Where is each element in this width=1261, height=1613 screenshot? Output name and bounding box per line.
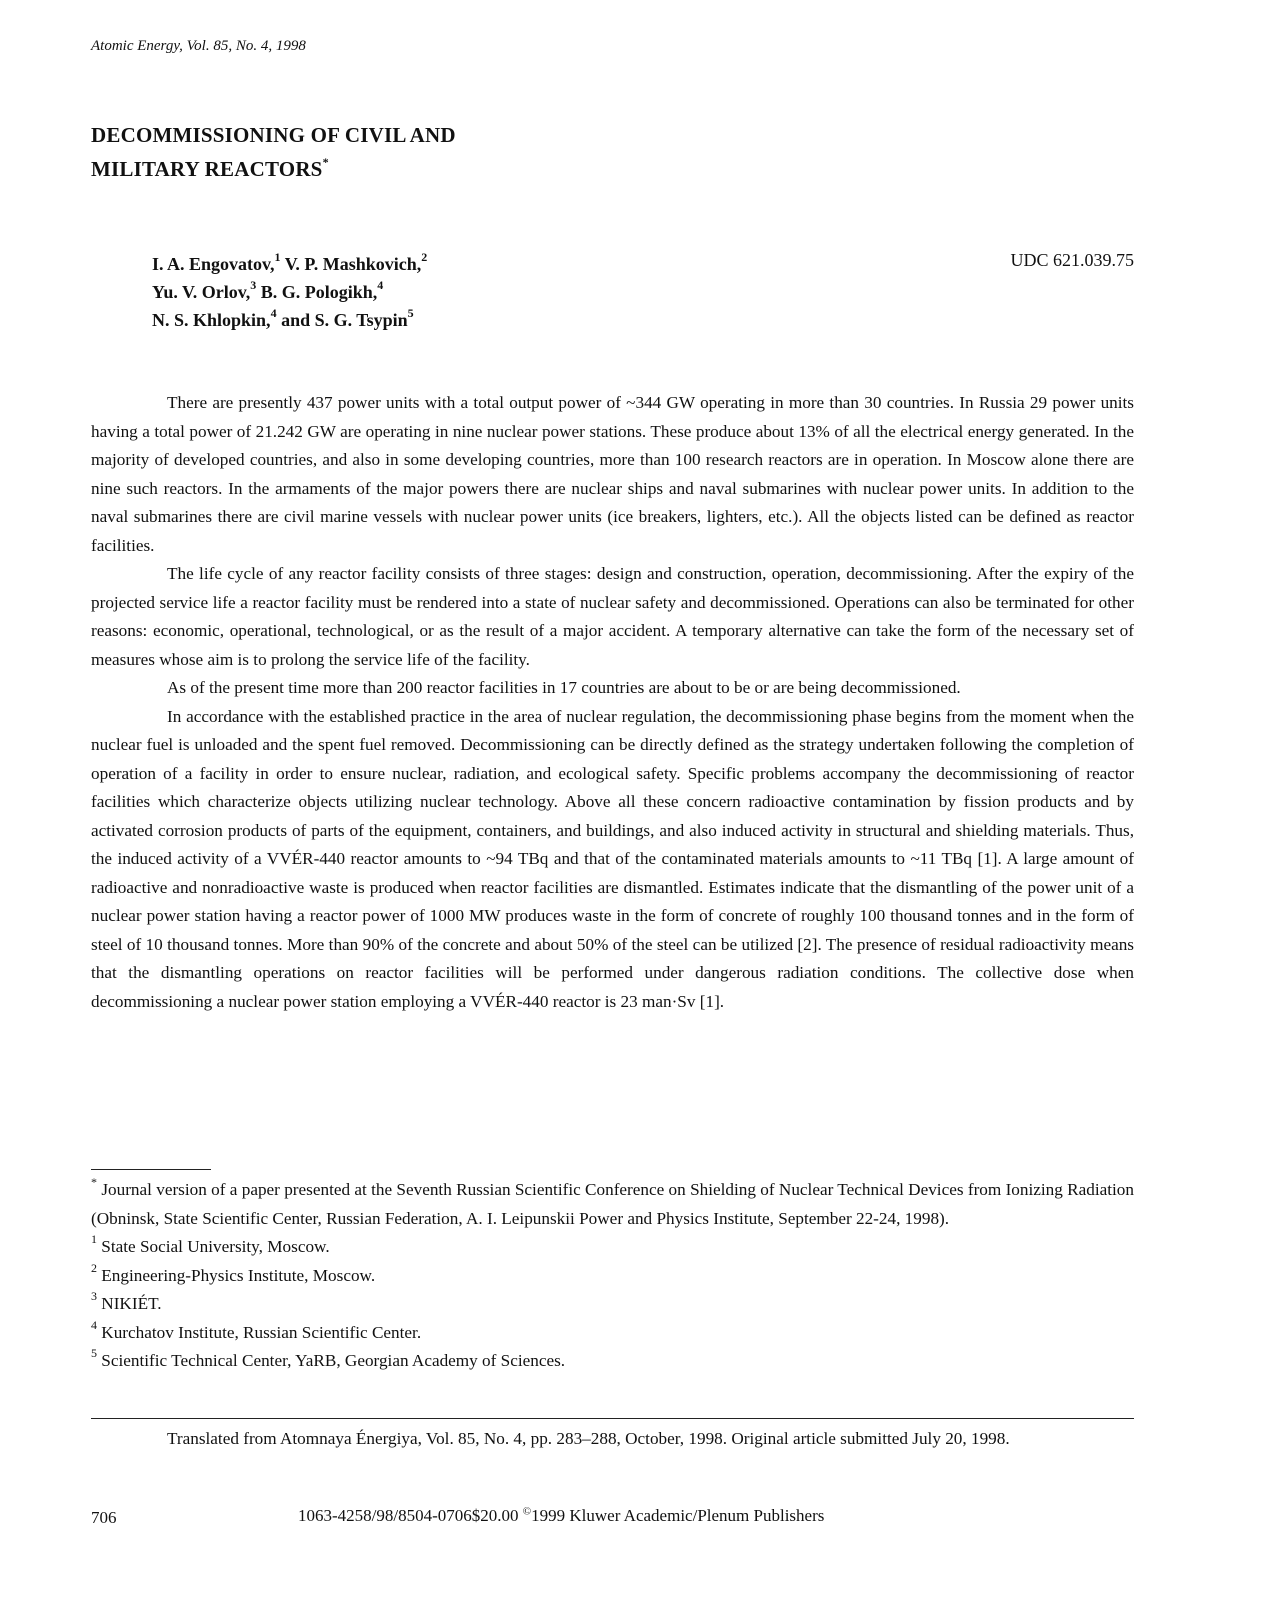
footnote-item [91,1347,1134,1376]
author-affiliation-mark: 5 [407,306,414,320]
publisher-name: 1999 Kluwer Academic/Plenum Publishers [531,1506,825,1525]
author-affiliation-mark: 4 [270,306,277,320]
footnote-item [91,1233,1134,1262]
author-name: I. A. Engovatov, [152,254,275,274]
author-line-2 [152,278,427,306]
translation-divider [91,1418,1134,1419]
author-affiliation-mark: 2 [421,250,428,264]
title-line-1: DECOMMISSIONING OF CIVIL AND [91,123,456,147]
title-line-2-text: MILITARY REACTORS [91,157,323,181]
author-name: B. G. Pologikh, [256,282,378,302]
page-number: 706 [91,1508,117,1527]
footnote-mark: 1 [91,1232,97,1247]
footnotes [91,1176,1134,1376]
author-affiliation-mark: 4 [377,278,384,292]
footnote-text: Kurchatov Institute, Russian Scientific Center. [97,1322,422,1342]
article-body [91,389,1134,1016]
author-list [152,250,427,334]
copyright-line [298,1506,824,1526]
footnote-mark: 5 [91,1346,97,1361]
author-affiliation-mark: 3 [250,278,257,292]
author-name: N. S. Khlopkin, [152,310,271,330]
footnote-mark: 2 [91,1260,97,1275]
footnote-text: NIKIÉT. [97,1294,162,1313]
article-title [91,118,456,186]
author-affiliation-mark: 1 [274,250,281,264]
body-paragraph-2: The life cycle of any reactor facility consists of three stages: design and construction, operation, decommissioning. After the expiry of the projected service life a reactor facility must be rendered into a state of nuclear safety and decommissioned. Operations can also be terminated for other reasons: economic, operational, technological, or as the result of a major accident. A temporary alternative can take the form of the necessary set of measures whose aim is to prolong the service life of the facility. [91,564,1134,669]
footnote-divider [91,1169,211,1170]
footnote-item [91,1262,1134,1291]
footnote-item [91,1176,1134,1233]
author-line-1 [152,250,427,278]
footnote-text: State Social University, Moscow. [97,1237,330,1256]
footnote-mark: 3 [91,1289,97,1304]
journal-header: Atomic Energy, Vol. 85, No. 4, 1998 [91,38,306,54]
issn-code: 1063-4258/98/8504-0706$20.00 [298,1506,523,1525]
title-line-2 [91,152,456,186]
title-footnote-marker: * [322,155,329,169]
footnote-text: Journal version of a paper presented at the Seventh Russian Scientific Conference on Shielding of Nuclear Technical Devices from Ionizing Radiation (Obninsk, State Scientific Center, Russian Federation, A. I. Leipunskii Power and Physics Institute, September 22-24, 1998). [91,1180,1134,1228]
footnote-text: Engineering-Physics Institute, Moscow. [97,1265,376,1285]
author-name: and S. G. Tsypin [276,310,408,330]
footnote-mark: * [91,1175,97,1190]
footnote-item [91,1319,1134,1348]
copyright-symbol: © [522,1505,532,1518]
body-paragraph-4: In accordance with the established practice in the area of nuclear regulation, the decommissioning phase begins from the moment when the nuclear fuel is unloaded and the spent fuel removed. Decommissioning can be directly defined as the strategy undertaken following the completion of operation of a facility in order to ensure nuclear, radiation, and ecological safety. Specific problems accompany the decommissioning of reactor facilities which characterize objects utilizing nuclear technology. Above all these concern radioactive contamination by fission products and by activated corrosion products of parts of the equipment, containers, and buildings, and also induced activity in structural and shielding materials. Thus, the induced activity of a VVÉR-440 reactor amounts to ~94 TBq and that of the contaminated materials amounts to ~11 TBq [1]. A large amount of radioactive and nonradioactive waste is produced when reactor facilities are dismantled. Estimates indicate that the dismantling of the power unit of a nuclear power station having a reactor power of 1000 MW produces waste in the form of concrete of roughly 100 thousand tonnes and in the form of steel of 10 thousand tonnes. More than 90% of the concrete and about 50% of the steel can be utilized [2]. The presence of residual radioactivity means that the dismantling operations on reactor facilities will be performed under dangerous radiation conditions. The collective dose when decommissioning a nuclear power station employing a VVÉR-440 reactor is 23 man·Sv [1]. [91,706,1134,1011]
footnote-mark: 4 [91,1317,97,1332]
footnote-item [91,1290,1134,1319]
body-paragraph-3: As of the present time more than 200 reactor facilities in 17 countries are about to be or are being decommissioned. [167,678,961,697]
translation-note: Translated from Atomnaya Énergiya, Vol. 85, No. 4, pp. 283–288, October, 1998. Original article submitted July 20, 1998. [167,1429,1010,1448]
udc-code: UDC 621.039.75 [1010,250,1134,270]
footnote-text: Scientific Technical Center, YaRB, Georgian Academy of Sciences. [97,1351,566,1370]
author-line-3 [152,306,427,334]
author-name: V. P. Mashkovich, [280,254,422,274]
author-name: Yu. V. Orlov, [152,282,251,302]
body-paragraph-1: There are presently 437 power units with a total output power of ~344 GW operating in more than 30 countries. In Russia 29 power units having a total power of 21.242 GW are operating in nine nuclear power stations. These produce about 13% of all the electrical energy generated. In the majority of developed countries, and also in some developing countries, more than 100 research reactors are in operation. In Moscow alone there are nine such reactors. In the armaments of the major powers there are nuclear ships and naval submarines with nuclear power units. In addition to the naval submarines there are civil marine vessels with nuclear power units (ice breakers, lighters, etc.). All the objects listed can be defined as reactor facilities. [91,393,1134,555]
